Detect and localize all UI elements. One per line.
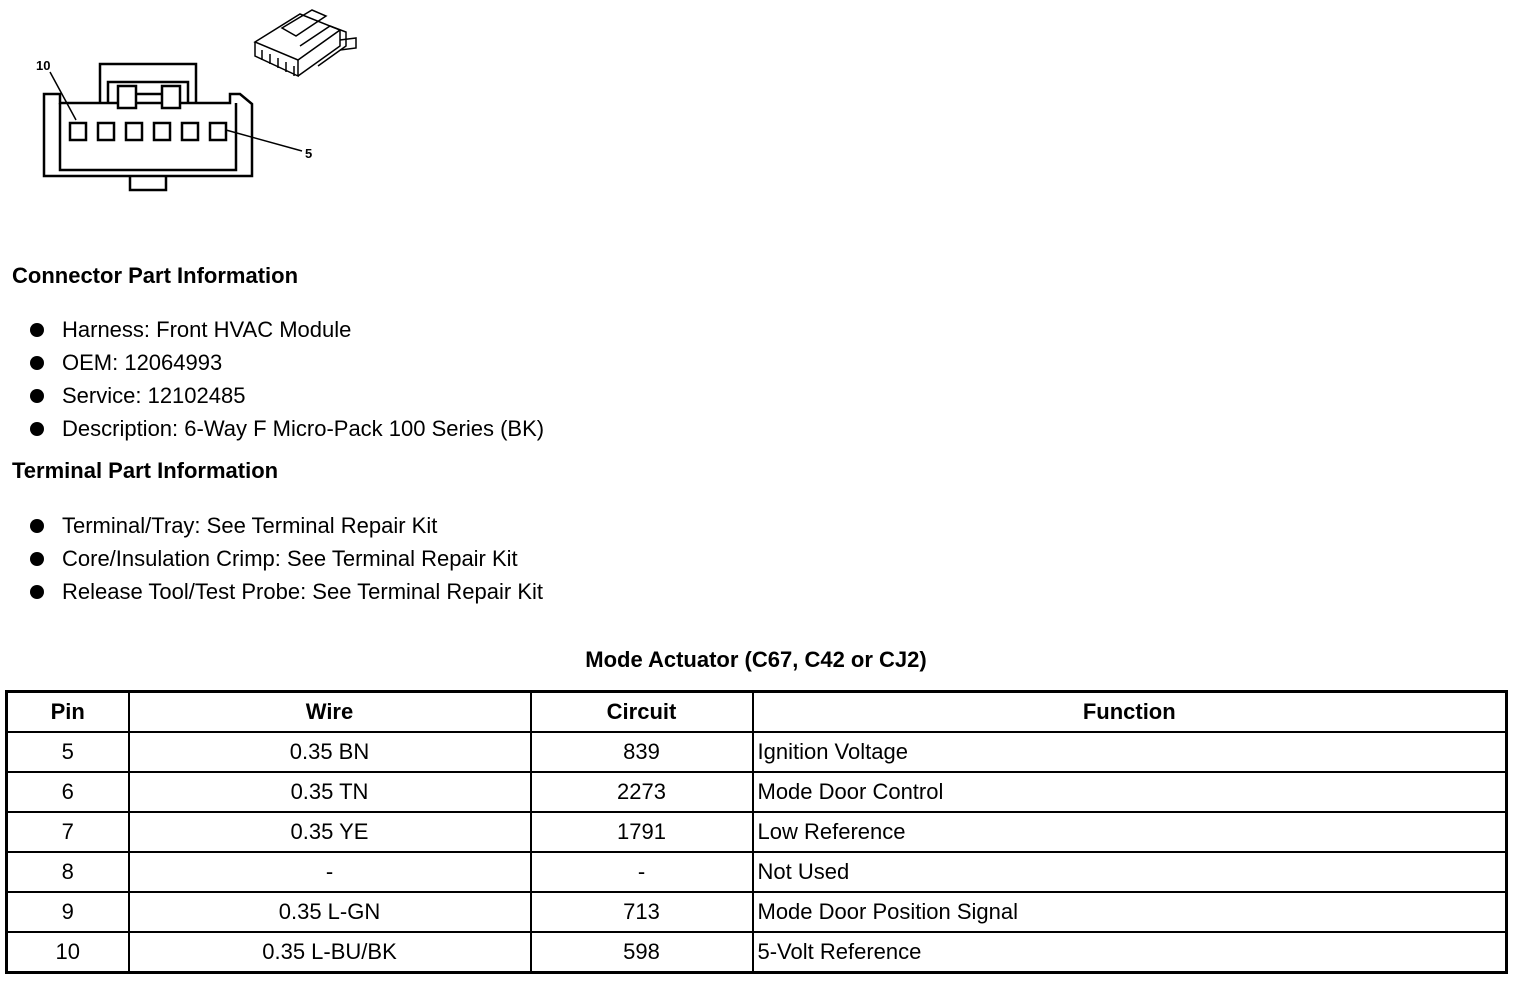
table-row (7, 852, 1507, 892)
list-item-text: Release Tool/Test Probe: See Terminal Repair Kit (62, 579, 543, 604)
list-item-text: Harness: Front HVAC Module (62, 317, 352, 342)
list-item-text: Core/Insulation Crimp: See Terminal Repair Kit (62, 546, 518, 571)
list-item (28, 313, 544, 346)
circuit-cell: 1791 (531, 812, 753, 852)
column-header-function: Function (753, 692, 1507, 733)
bullet-icon (30, 552, 44, 566)
list-item-text: Service: 12102485 (62, 383, 246, 408)
wire-cell: 0.35 YE (129, 812, 531, 852)
wire-cell: 0.35 TN (129, 772, 531, 812)
function-cell: Not Used (753, 852, 1507, 892)
bullet-icon (30, 389, 44, 403)
list-item (28, 379, 544, 412)
pin-cell: 9 (7, 892, 129, 932)
terminal-part-information-heading: Terminal Part Information (12, 458, 279, 483)
pin-out-table (5, 690, 1508, 974)
column-header-wire: Wire (129, 692, 531, 733)
wire-cell: 0.35 L-GN (129, 892, 531, 932)
list-item-text: OEM: 12064993 (62, 350, 223, 375)
wire-cell: 0.35 BN (129, 732, 531, 772)
column-header-circuit: Circuit (531, 692, 753, 733)
pin-cell: 10 (7, 932, 129, 973)
list-item (28, 575, 543, 608)
wire-cell: 0.35 L-BU/BK (129, 932, 531, 973)
bullet-icon (30, 422, 44, 436)
connector-diagram (0, 0, 380, 210)
pin-label-10: 10 (36, 58, 51, 73)
function-cell: 5-Volt Reference (753, 932, 1507, 973)
table-header-row (7, 692, 1507, 733)
bullet-icon (30, 585, 44, 599)
list-item (28, 346, 544, 379)
connector-part-information-list (28, 313, 544, 445)
bullet-icon (30, 356, 44, 370)
circuit-cell: 713 (531, 892, 753, 932)
table-row (7, 732, 1507, 772)
table-row (7, 772, 1507, 812)
table-row (7, 812, 1507, 852)
table-row (7, 932, 1507, 973)
connector-isometric-illustration (255, 10, 356, 76)
column-header-pin: Pin (7, 692, 129, 733)
list-item (28, 542, 543, 575)
bullet-icon (30, 323, 44, 337)
pin-label-5: 5 (305, 146, 313, 161)
pin-cell: 8 (7, 852, 129, 892)
function-cell: Low Reference (753, 812, 1507, 852)
pin-cell: 5 (7, 732, 129, 772)
pin-cell: 7 (7, 812, 129, 852)
list-item (28, 509, 543, 542)
list-item-text: Description: 6-Way F Micro-Pack 100 Series (BK) (62, 416, 545, 441)
connector-part-information-heading: Connector Part Information (12, 263, 299, 288)
bullet-icon (30, 519, 44, 533)
function-cell: Mode Door Position Signal (753, 892, 1507, 932)
table-row (7, 892, 1507, 932)
circuit-cell: 598 (531, 932, 753, 973)
table-title: Mode Actuator (C67, C42 or CJ2) (585, 647, 927, 672)
list-item-text: Terminal/Tray: See Terminal Repair Kit (62, 513, 438, 538)
terminal-part-information-list (28, 509, 543, 608)
list-item (28, 412, 544, 445)
function-cell: Ignition Voltage (753, 732, 1507, 772)
circuit-cell: - (531, 852, 753, 892)
circuit-cell: 839 (531, 732, 753, 772)
pin-cell: 6 (7, 772, 129, 812)
connector-face-drawing (44, 64, 302, 190)
wire-cell: - (129, 852, 531, 892)
circuit-cell: 2273 (531, 772, 753, 812)
function-cell: Mode Door Control (753, 772, 1507, 812)
